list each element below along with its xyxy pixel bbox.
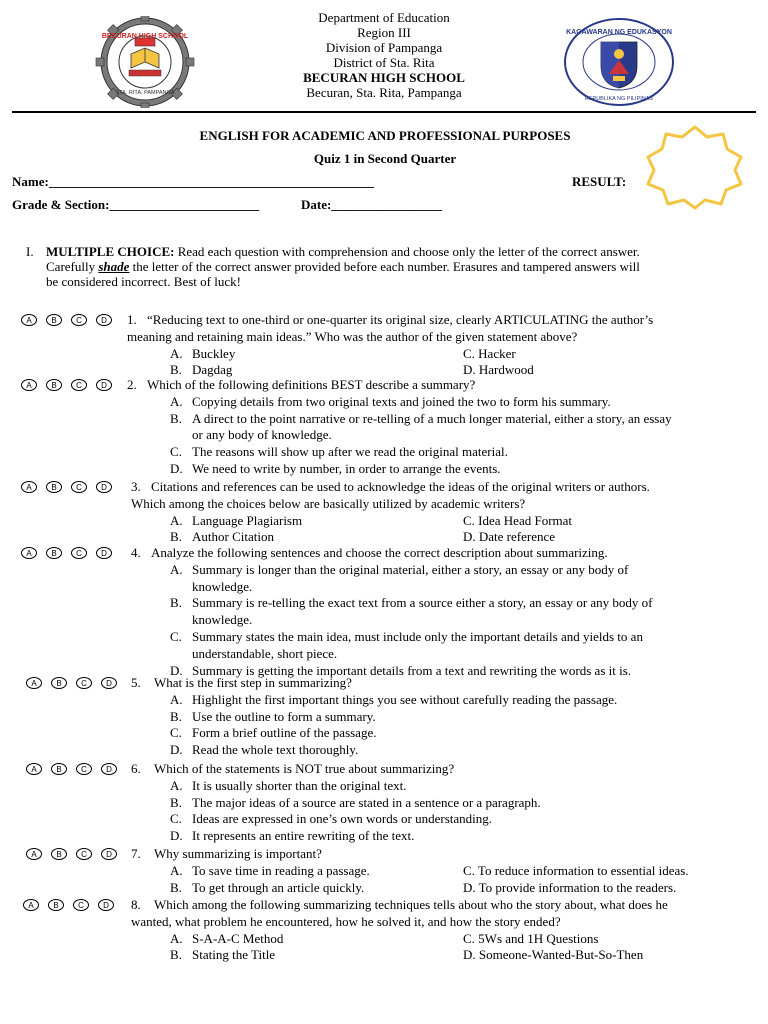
answer-bubble-d[interactable]: D (96, 314, 112, 326)
option-letter: B. (170, 794, 182, 810)
question-number: 8. (131, 897, 141, 912)
answer-bubble-b[interactable]: B (48, 899, 64, 911)
option-text: Summary is re-telling the exact text from a source either a story, an essay or any body of (192, 595, 653, 611)
option-d (170, 461, 501, 477)
option-letter: D. (170, 828, 183, 844)
option-text-continued: or any body of knowledge. (192, 427, 332, 443)
option-text: Use the outline to form a summary. (192, 708, 376, 724)
option-b (170, 795, 541, 811)
question-text: Which among the choices below are basically utilized by academic writers? (131, 495, 526, 511)
answer-bubbles (26, 763, 117, 775)
header-divider (12, 111, 756, 113)
answer-bubble-c[interactable]: C (71, 379, 87, 391)
answer-bubble-a[interactable]: A (26, 677, 42, 689)
question-number: 7. (131, 846, 141, 861)
answer-bubble-c[interactable]: C (76, 677, 92, 689)
answer-bubble-c[interactable]: C (71, 314, 87, 326)
option-text: We need to write by number, in order to arrange the events. (192, 461, 501, 476)
option-a (170, 394, 611, 410)
option-letter: B. (170, 879, 182, 895)
option-letter: A. (170, 561, 183, 577)
option-c: C. 5Ws and 1H Questions (463, 930, 599, 946)
option-a (170, 863, 370, 879)
option-letter: A. (170, 862, 183, 878)
option-text: Stating the Title (192, 947, 276, 963)
school-logo-text-bottom: STA. RITA, PAMPANGA (115, 90, 175, 96)
answer-bubbles (21, 379, 112, 391)
option-text: Buckley (192, 345, 236, 361)
option-text: It is usually shorter than the original text. (192, 777, 407, 793)
answer-bubbles (21, 481, 112, 493)
option-text-continued: knowledge. (192, 612, 253, 628)
option-c: C. To reduce information to essential ideas. (463, 862, 689, 878)
option-letter: D. (170, 662, 183, 678)
question-text: Which of the following definitions BEST describe a summary? (147, 377, 476, 392)
answer-bubble-b[interactable]: B (46, 379, 62, 391)
deped-seal (563, 18, 675, 106)
option-letter: C. (170, 725, 182, 741)
option-letter: A. (170, 512, 183, 528)
option-text: Summary is longer than the original material, either a story, an essay or any body of (192, 561, 629, 577)
option-b (170, 362, 232, 378)
option-letter: B. (170, 947, 182, 963)
option-c (170, 811, 492, 827)
option-text: Dagdag (192, 362, 233, 378)
answer-bubble-c[interactable]: C (73, 899, 89, 911)
instructions-line3: be considered incorrect. Best of luck! (46, 274, 241, 289)
question-text: Which of the statements is NOT true about summarizing? (154, 761, 455, 776)
date-field[interactable]: Date:_________________ (301, 197, 442, 212)
instructions-block (46, 244, 746, 289)
name-field[interactable]: Name:__________________________________________________ (12, 174, 374, 189)
answer-bubble-c[interactable]: C (71, 547, 87, 559)
answer-bubble-a[interactable]: A (21, 314, 37, 326)
option-a (170, 513, 302, 529)
answer-bubble-b[interactable]: B (51, 848, 67, 860)
option-text: Highlight the first important things you see without carefully reading the passage. (192, 691, 618, 707)
answer-bubbles (23, 899, 114, 911)
option-text: Summary states the main idea, must include only the important details and yields to an (192, 629, 643, 644)
option-text: Author Citation (192, 529, 274, 545)
option-b (170, 880, 364, 896)
quiz-title: Quiz 1 in Second Quarter (313, 151, 457, 166)
option-letter: B. (170, 708, 182, 724)
answer-bubble-d[interactable]: D (96, 547, 112, 559)
subject-title: ENGLISH FOR ACADEMIC AND PROFESSIONAL PURPOSES (199, 128, 571, 143)
option-letter: C. (170, 811, 182, 827)
option-d: D. To provide information to the readers. (463, 879, 677, 895)
option-text: Summary is getting the important details from a text and rewriting the words as it is. (192, 662, 632, 678)
option-a (170, 778, 406, 794)
instructions-line2a: Carefully (46, 259, 96, 274)
option-text: It represents an entire rewriting of the text. (192, 828, 415, 844)
question-text: “Reducing text to one-third or one-quarter its original size, clearly ARTICULATING the author’s (147, 312, 654, 327)
option-c: C. Hacker (463, 345, 516, 361)
answer-bubble-d[interactable]: D (101, 848, 117, 860)
question-number: 4. (131, 545, 141, 560)
answer-bubble-d[interactable]: D (96, 481, 112, 493)
deped-seal-text-bottom: REPUBLIKA NG PILIPINAS (584, 96, 654, 102)
answer-bubble-b[interactable]: B (46, 547, 62, 559)
question-text: What is the first step in summarizing? (154, 675, 352, 690)
answer-bubbles (21, 547, 112, 559)
answer-bubble-c[interactable]: C (76, 848, 92, 860)
answer-bubble-d[interactable]: D (96, 379, 112, 391)
option-letter: B. (170, 595, 182, 611)
school-logo-text-top: BECURAN HIGH SCHOOL (101, 33, 189, 40)
answer-bubble-b[interactable]: B (46, 314, 62, 326)
answer-bubble-d[interactable]: D (98, 899, 114, 911)
option-letter: B. (170, 362, 182, 378)
option-text: The reasons will show up after we read the original material. (192, 444, 508, 460)
option-letter: A. (170, 393, 183, 409)
option-b (170, 529, 274, 545)
option-c (170, 725, 376, 741)
question-text: Analyze the following sentences and choose the correct description about summarizing. (151, 545, 608, 560)
answer-bubble-a[interactable]: A (23, 899, 39, 911)
option-letter: D. (170, 742, 183, 758)
answer-bubble-a[interactable]: A (21, 481, 37, 493)
option-c (170, 629, 643, 645)
answer-bubble-b[interactable]: B (51, 677, 67, 689)
answer-bubble-d[interactable]: D (101, 763, 117, 775)
question-number: 6. (131, 761, 141, 776)
question-text: Which among the following summarizing techniques tells about who the story about, what does he (154, 897, 668, 912)
answer-bubble-c[interactable]: C (71, 481, 87, 493)
option-b (170, 411, 672, 427)
option-text: S-A-A-C Method (192, 930, 284, 946)
option-letter: C. (170, 444, 182, 460)
option-letter: A. (170, 345, 183, 361)
option-d: D. Hardwood (463, 362, 534, 378)
answer-bubble-a[interactable]: A (21, 547, 37, 559)
letterhead-department: Department of Education (318, 10, 450, 25)
option-letter: A. (170, 777, 183, 793)
letterhead-region: Region III (357, 25, 411, 40)
letterhead-school: BECURAN HIGH SCHOOL (303, 70, 465, 85)
question-number: 1. (127, 312, 137, 327)
answer-bubbles (26, 848, 117, 860)
option-letter: C. (170, 629, 182, 644)
deped-seal-text-top: KAGAWARAN NG EDUKASYON (566, 29, 672, 36)
letterhead-district: District of Sta. Rita (333, 55, 435, 70)
result-label: RESULT: (572, 174, 627, 189)
answer-bubble-b[interactable]: B (51, 763, 67, 775)
grade-section-field[interactable]: Grade & Section:_______________________ (12, 197, 259, 212)
question-text: Citations and references can be used to acknowledge the ideas of the original writers or authors. (151, 479, 650, 494)
option-text: To get through an article quickly. (192, 879, 365, 895)
option-letter: B. (170, 410, 182, 426)
question-text: Why summarizing is important? (154, 846, 322, 861)
option-a (170, 346, 235, 362)
option-d (170, 828, 414, 844)
instructions-line2b: the letter of the correct answer provided before each number. Erasures and tampered answers will (132, 259, 640, 274)
option-text-continued: knowledge. (192, 578, 253, 594)
option-b (170, 709, 376, 725)
answer-bubbles (21, 314, 112, 326)
option-d (170, 742, 358, 758)
option-a (170, 562, 628, 578)
answer-bubble-b[interactable]: B (46, 481, 62, 493)
option-c: C. Idea Head Format (463, 512, 573, 528)
option-text: Form a brief outline of the passage. (192, 725, 377, 741)
option-c (170, 444, 508, 460)
question-number: 2. (127, 377, 137, 392)
letterhead-division: Division of Pampanga (325, 40, 443, 55)
answer-bubbles (26, 677, 117, 689)
option-letter: B. (170, 529, 182, 545)
instructions-line1: Read each question with comprehension and choose only the letter of the correct answer. (177, 244, 640, 259)
question-number: 3. (131, 479, 141, 494)
answer-bubble-a[interactable]: A (21, 379, 37, 391)
instructions-shade-word: shade (98, 259, 130, 274)
option-text: Read the whole text thoroughly. (192, 742, 359, 758)
option-d: D. Date reference (463, 529, 556, 545)
letterhead-address: Becuran, Sta. Rita, Pampanga (306, 85, 462, 100)
answer-bubble-a[interactable]: A (26, 763, 42, 775)
option-text: To save time in reading a passage. (192, 862, 370, 878)
question-text: meaning and retaining main ideas.” Who was the author of the given statement above? (127, 328, 578, 344)
answer-bubble-d[interactable]: D (101, 677, 117, 689)
option-text-continued: understandable, short piece. (192, 645, 338, 661)
option-b (170, 947, 275, 963)
option-text: A direct to the point narrative or re-telling of a much longer material, either a story, an essay (192, 410, 672, 426)
option-letter: A. (170, 691, 183, 707)
option-b (170, 595, 653, 611)
question-number: 5. (131, 675, 141, 690)
option-text: Ideas are expressed in one’s own words or understanding. (192, 811, 493, 827)
instructions-heading: MULTIPLE CHOICE: (46, 244, 175, 259)
option-a (170, 931, 283, 947)
result-star-badge (640, 124, 750, 210)
option-text: Copying details from two original texts and joined the two to form his summary. (192, 393, 611, 409)
question-text: wanted, what problem he encountered, how he solved it, and how the story ended? (131, 913, 561, 929)
answer-bubble-c[interactable]: C (76, 763, 92, 775)
option-a (170, 692, 617, 708)
answer-bubble-a[interactable]: A (26, 848, 42, 860)
section-number: I. (26, 244, 34, 259)
option-letter: D. (170, 461, 183, 476)
option-text: The major ideas of a source are stated in a sentence or a paragraph. (192, 794, 541, 810)
option-letter: A. (170, 930, 183, 946)
option-d: D. Someone-Wanted-But-So-Then (463, 947, 644, 963)
option-text: Language Plagiarism (192, 512, 303, 528)
